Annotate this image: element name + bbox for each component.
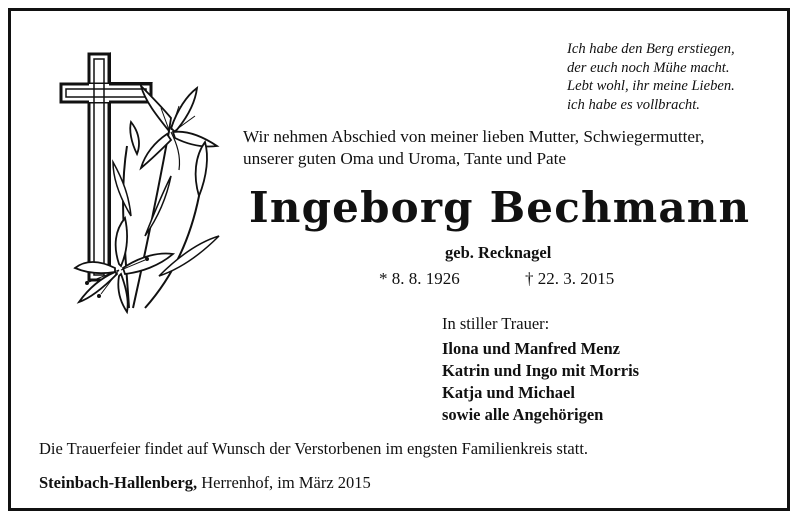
- cross-with-lilies-icon: [49, 46, 234, 316]
- mourner: Ilona und Manfred Menz: [442, 339, 621, 358]
- farewell-intro: [243, 126, 704, 169]
- poem-line: ich habe es vollbracht.: [567, 96, 700, 113]
- poem-line: Ich habe den Berg erstiegen,: [567, 41, 735, 57]
- place-detail: Herrenhof, im März 2015: [197, 473, 371, 492]
- mourner: Katrin und Ingo mit Morris: [442, 361, 640, 380]
- mourning-label: In stiller Trauer:: [442, 314, 550, 333]
- poem: [567, 40, 735, 114]
- intro-line: unserer guten Oma und Uroma, Tante und Pate: [243, 148, 567, 168]
- poem-line: der euch noch Mühe macht.: [567, 59, 730, 76]
- maiden-name: geb. Recknagel: [445, 243, 552, 262]
- mourners-list: [442, 338, 639, 426]
- poem-line: Lebt wohl, ihr meine Lieben.: [567, 78, 735, 94]
- mourner: Katja und Michael: [442, 383, 575, 402]
- obituary-notice: [8, 8, 790, 511]
- death-date: † 22. 3. 2015: [525, 269, 615, 288]
- funeral-notice: Die Trauerfeier findet auf Wunsch der Verstorbenen im engsten Familienkreis statt.: [39, 439, 589, 458]
- place-name: Steinbach-Hallenberg,: [39, 473, 198, 492]
- intro-line: Wir nehmen Abschied von meiner lieben Mutter, Schwiegermutter,: [243, 127, 705, 146]
- mourner: sowie alle Angehörigen: [442, 405, 604, 424]
- place-and-date: [39, 473, 371, 493]
- deceased-name: Ingeborg Bechmann: [249, 183, 751, 232]
- birth-date: * 8. 8. 1926: [379, 269, 460, 288]
